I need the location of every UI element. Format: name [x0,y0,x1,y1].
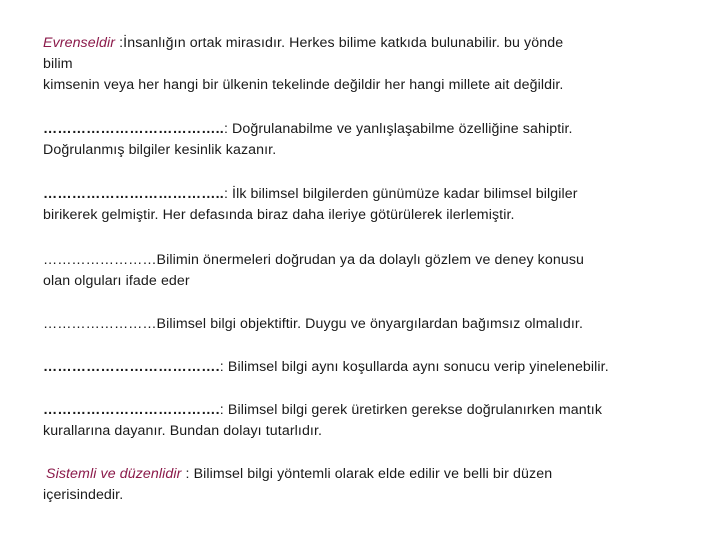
paragraph-line [46,464,686,485]
paragraph-blank-3 [43,184,683,226]
paragraph-line [43,33,683,54]
paragraph-evrenseldir [43,33,683,96]
paragraph-line: içerisindedir. [43,487,124,503]
paragraph-blank-6 [43,357,683,378]
paragraph-blank-5 [43,314,683,335]
fill-in-blank: …………………… [43,316,157,332]
paragraph-text: : Doğrulanabilme ve yanlışlaşabilme özelliğine sahiptir. [223,121,573,137]
paragraph-line: kimsenin veya her hangi bir ülkenin tekelinde değildir her hangi millete ait değildir. [43,77,564,93]
paragraph-text: : İlk bilimsel bilgilerden günümüze kadar bilimsel bilgiler [223,186,578,202]
fill-in-blank: ………………………………. [43,359,220,375]
paragraph-line: birikerek gelmiştir. Her defasında biraz daha ileriye götürülerek ilerlemiştir. [43,207,515,223]
paragraph-line [43,314,683,335]
paragraph-sistemli [43,464,686,506]
paragraph-text: Bilimsel bilgi objektiftir. Duygu ve önyargılardan bağımsız olmalıdır. [156,316,584,332]
paragraph-line: bilim [43,56,73,72]
paragraph-line: Doğrulanmış bilgiler kesinlik kazanır. [43,142,277,158]
paragraph-line: olan olguları ifade eder [43,273,190,289]
paragraph-text: Bilimin önermeleri doğrudan ya da dolaylı gözlem ve deney konusu [156,252,585,268]
paragraph-blank-7 [43,400,683,442]
paragraph-line: kurallarına dayanır. Bundan dolayı tutarlıdır. [43,423,323,439]
paragraph-text: :İnsanlığın ortak mirasıdır. Herkes bilime katkıda bulunabilir. bu yönde [115,35,564,51]
paragraph-line [43,357,683,378]
fill-in-blank: …………………… [43,252,157,268]
term-label: Sistemli ve düzenlidir [46,466,182,482]
paragraph-line [43,400,683,421]
paragraph-blank-2 [43,119,683,161]
term-label: Evrenseldir [43,35,116,51]
paragraph-line [43,250,683,271]
fill-in-blank: ………………………………. [43,402,220,418]
paragraph-text: : Bilimsel bilgi gerek üretirken gerekse doğrulanırken mantık [219,402,603,418]
paragraph-text: : Bilimsel bilgi yöntemli olarak elde edilir ve belli bir düzen [181,466,553,482]
fill-in-blank: ……………………………….. [43,121,224,137]
paragraph-text: : Bilimsel bilgi aynı koşullarda aynı sonucu verip yinelenebilir. [219,359,609,375]
paragraph-line [43,184,683,205]
fill-in-blank: ……………………………….. [43,186,224,202]
paragraph-blank-4 [43,250,683,292]
paragraph-line [43,119,683,140]
